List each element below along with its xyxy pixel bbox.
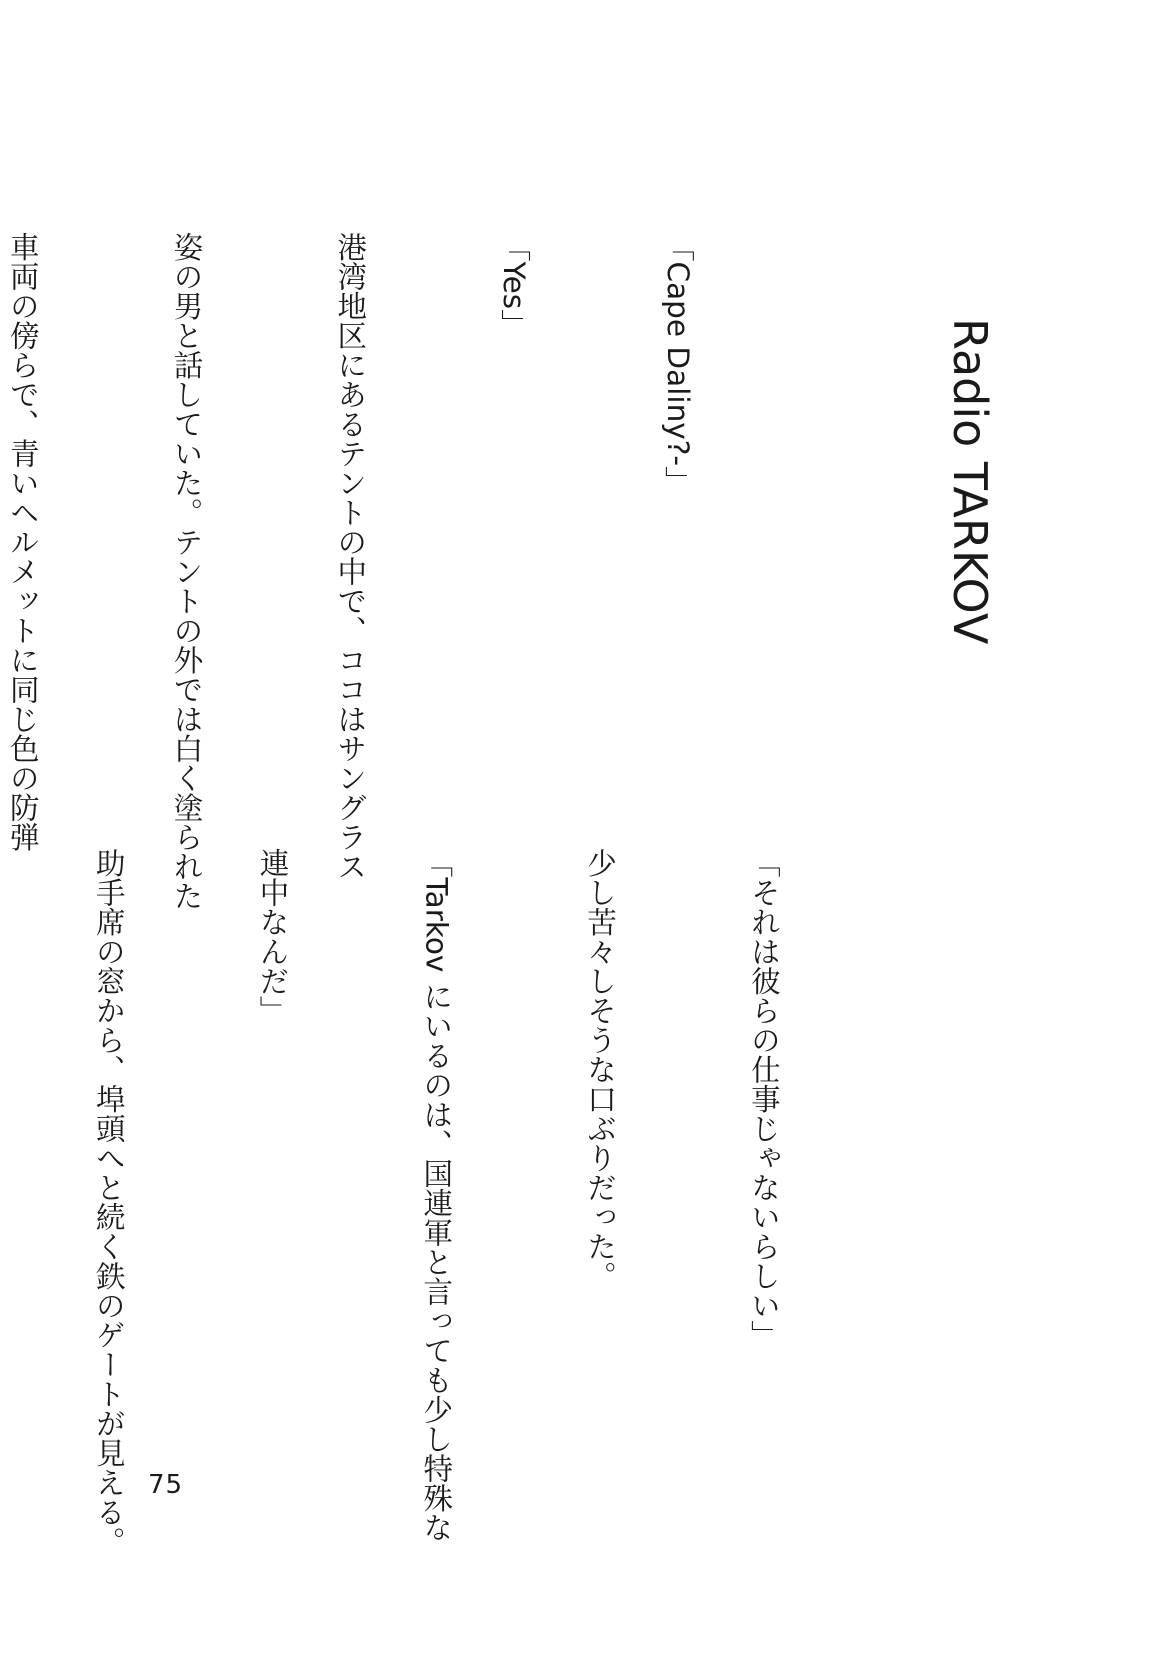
text-block-top	[0, 232, 814, 911]
text-line: 助手席の窓から、埠頭へと続く鉄のゲートが見える。	[91, 848, 126, 1556]
chapter-title: Radio TARKOV	[943, 318, 997, 645]
text-line: 「Cape Daliny?-」	[660, 232, 695, 496]
text-line: 「それは彼らの仕事じゃないらしい」	[746, 848, 781, 1350]
text-line: 少し苦々しそうな口ぶりだった。	[583, 848, 618, 1291]
text-line: 連中なんだ」	[255, 848, 290, 1025]
text-line: 車両の傍らで、青いヘルメットに同じ色の防弾	[5, 232, 40, 852]
text-line: 港湾地区にあるテントの中で、ココはサングラス	[333, 232, 368, 881]
page-number: 75	[148, 1470, 184, 1500]
text-line: 「Tarkov にいるのは、国連軍と言っても少し特殊な	[419, 848, 454, 1543]
text-line: 「Yes」	[497, 232, 532, 339]
text-line: 姿の男と話していた。テントの外では白く塗られた	[169, 232, 204, 911]
